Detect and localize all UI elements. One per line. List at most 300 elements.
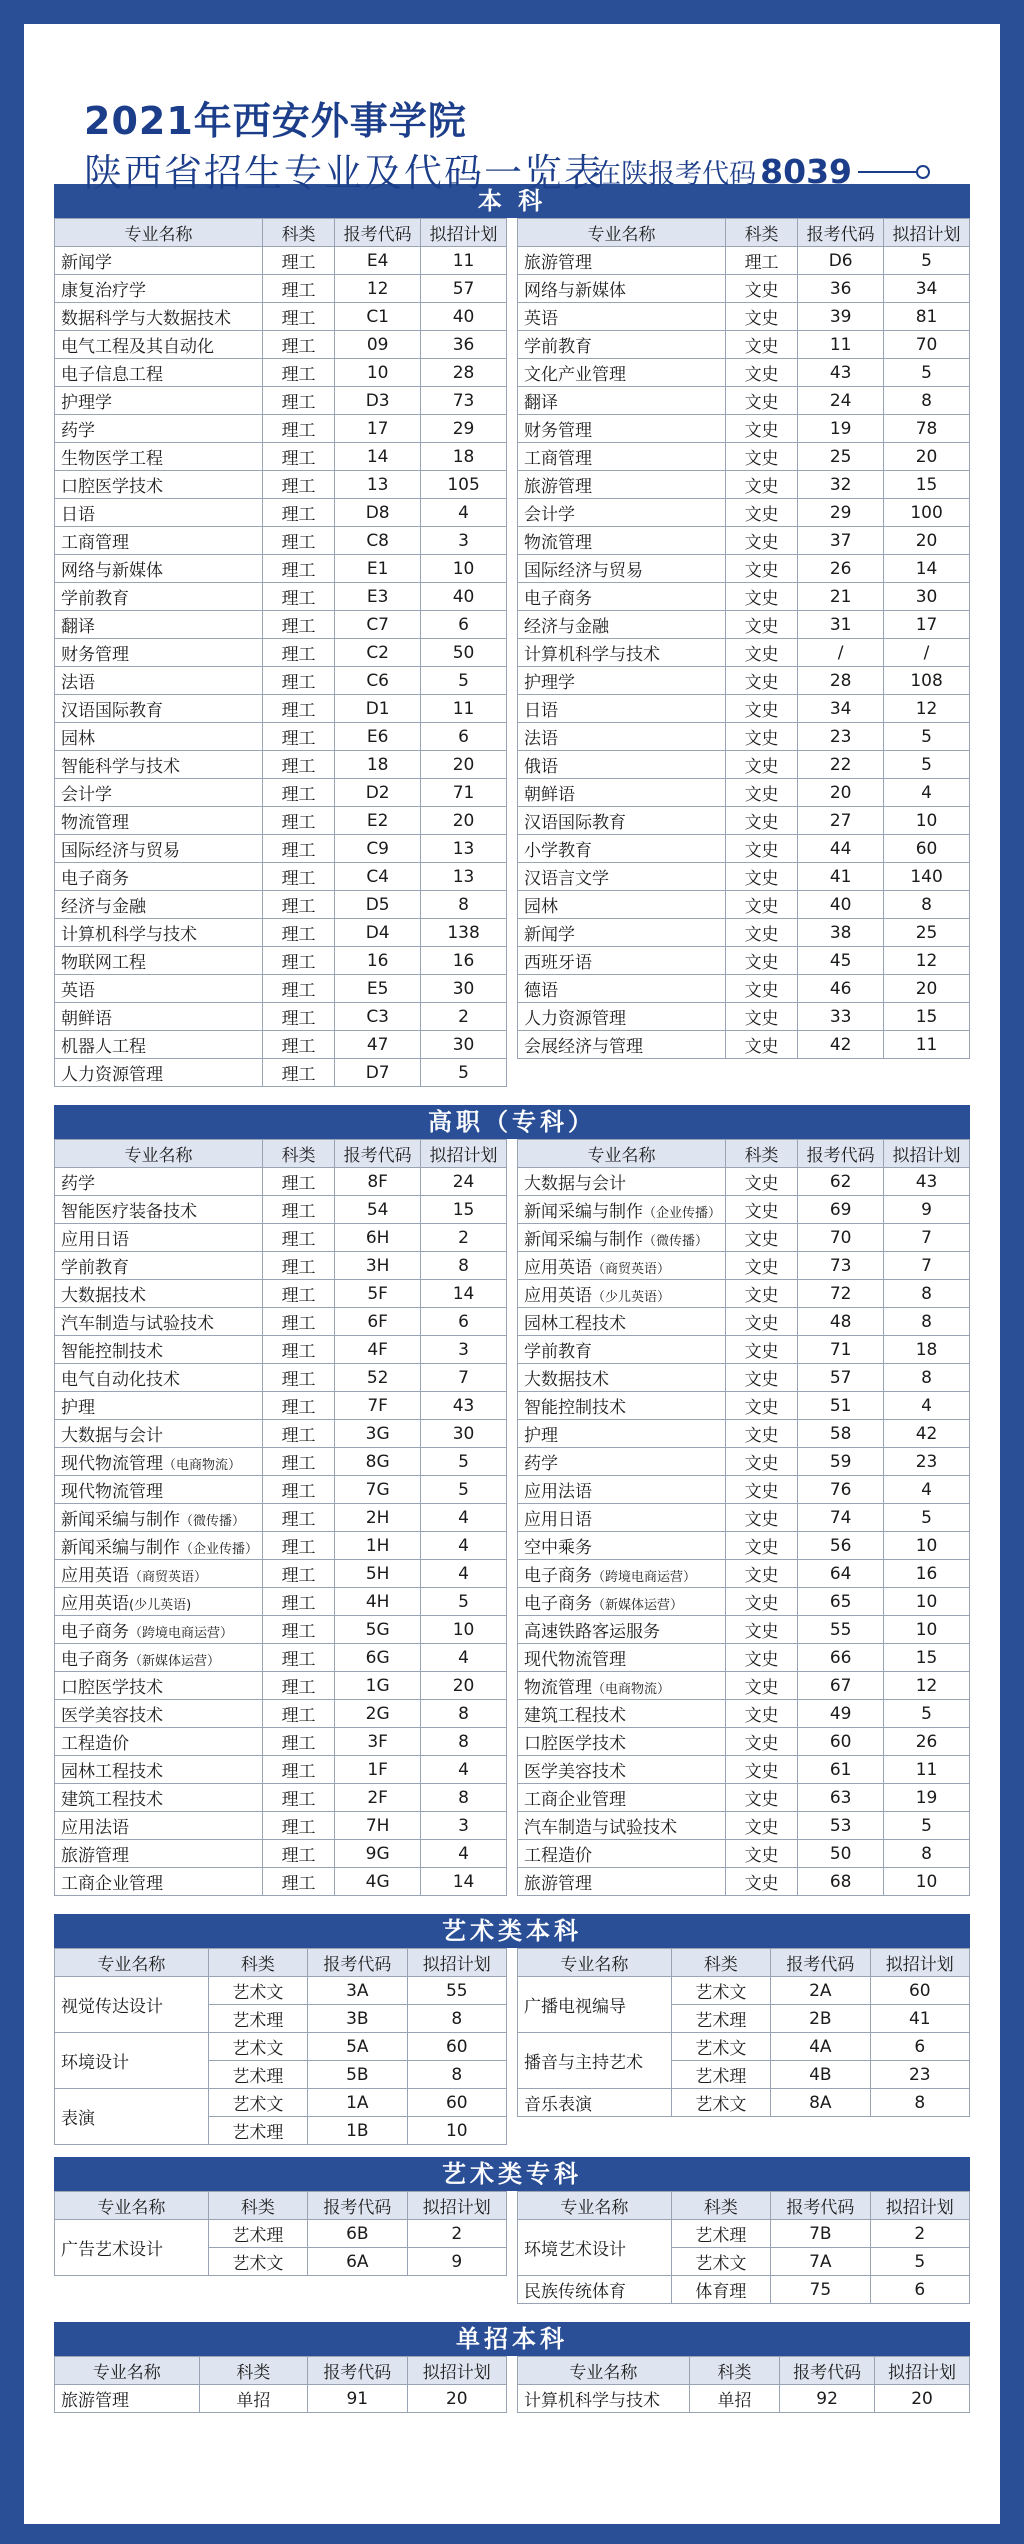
table-cell: 42 bbox=[798, 1031, 884, 1059]
major-name: 文化产业管理 bbox=[518, 359, 726, 387]
table-cell: 50 bbox=[421, 639, 507, 667]
table-cell: 理工 bbox=[262, 1196, 334, 1224]
table-cell: 29 bbox=[421, 415, 507, 443]
header-row bbox=[518, 2357, 970, 2385]
table-cell: C1 bbox=[335, 303, 421, 331]
table-row bbox=[518, 919, 970, 947]
table-cell: 理工 bbox=[262, 443, 334, 471]
table-row bbox=[55, 667, 507, 695]
table-cell: 理工 bbox=[262, 1031, 334, 1059]
table-cell: 60 bbox=[407, 2089, 506, 2117]
table-cell: 71 bbox=[421, 779, 507, 807]
table-row bbox=[55, 947, 507, 975]
major-name: 会计学 bbox=[55, 779, 263, 807]
table-cell: 8 bbox=[421, 1728, 507, 1756]
table-cell: 6A bbox=[308, 2248, 407, 2276]
table-cell: 理工 bbox=[262, 807, 334, 835]
table-cell: 3H bbox=[335, 1252, 421, 1280]
table-cell: 8 bbox=[884, 1308, 970, 1336]
table-cell: 8 bbox=[407, 2061, 506, 2089]
table-cell: 理工 bbox=[262, 527, 334, 555]
table-cell: 15 bbox=[884, 471, 970, 499]
major-name-text: 药学 bbox=[524, 1454, 558, 1474]
major-name-text: 现代物流管理 bbox=[524, 1650, 626, 1670]
circle-icon bbox=[916, 165, 930, 179]
table-cell: 艺术理 bbox=[208, 2117, 307, 2145]
table-row bbox=[518, 1700, 970, 1728]
table-cell: 3G bbox=[335, 1420, 421, 1448]
table-cell: 艺术文 bbox=[671, 2089, 770, 2117]
table-cell: 理工 bbox=[262, 1420, 334, 1448]
table-row bbox=[55, 415, 507, 443]
major-name bbox=[518, 1504, 726, 1532]
table-cell: 8 bbox=[421, 891, 507, 919]
header-row bbox=[518, 219, 970, 247]
major-name bbox=[518, 1364, 726, 1392]
table-row bbox=[55, 639, 507, 667]
table-cell: 理工 bbox=[262, 1616, 334, 1644]
major-name: 汉语言文学 bbox=[518, 863, 726, 891]
header-row bbox=[518, 1949, 970, 1977]
major-name-text: 学前教育 bbox=[61, 1258, 129, 1278]
table-row bbox=[518, 471, 970, 499]
table-cell: 30 bbox=[421, 1031, 507, 1059]
table-cell: 理工 bbox=[262, 1756, 334, 1784]
table-cell: 40 bbox=[421, 303, 507, 331]
column-header: 报考代码 bbox=[335, 219, 421, 247]
major-name-text: 应用法语 bbox=[524, 1482, 592, 1502]
header-row bbox=[55, 2357, 507, 2385]
yishu_zhuan-left-table bbox=[54, 2191, 507, 2276]
table-cell: 11 bbox=[421, 695, 507, 723]
major-name bbox=[518, 1756, 726, 1784]
major-name bbox=[55, 1280, 263, 1308]
major-name: 物联网工程 bbox=[55, 947, 263, 975]
table-cell: 艺术文 bbox=[208, 2033, 307, 2061]
column-header: 科类 bbox=[725, 219, 797, 247]
table-cell: 47 bbox=[335, 1031, 421, 1059]
table-cell: 15 bbox=[884, 1644, 970, 1672]
table-cell: 20 bbox=[884, 975, 970, 1003]
table-row bbox=[55, 2033, 507, 2061]
major-direction: （跨境电商运营） bbox=[592, 1570, 697, 1585]
table-cell: 20 bbox=[421, 1672, 507, 1700]
major-name: 朝鲜语 bbox=[518, 779, 726, 807]
major-name bbox=[55, 1532, 263, 1560]
table-cell: 文史 bbox=[725, 1504, 797, 1532]
column-header: 拟招计划 bbox=[421, 1140, 507, 1168]
table-cell: 11 bbox=[884, 1756, 970, 1784]
table-cell: 51 bbox=[798, 1392, 884, 1420]
table-row bbox=[55, 1784, 507, 1812]
table-cell: 6 bbox=[421, 1308, 507, 1336]
table-cell: 12 bbox=[335, 275, 421, 303]
table-row bbox=[55, 1840, 507, 1868]
table-cell: 61 bbox=[798, 1756, 884, 1784]
major-name bbox=[55, 1644, 263, 1672]
table-cell: 23 bbox=[884, 1448, 970, 1476]
table-cell: 文史 bbox=[725, 415, 797, 443]
table-cell: 66 bbox=[798, 1644, 884, 1672]
table-row bbox=[518, 247, 970, 275]
table-cell: 50 bbox=[798, 1840, 884, 1868]
table-cell: 15 bbox=[421, 1196, 507, 1224]
gaozhi-tables bbox=[54, 1139, 970, 1896]
table-cell: 41 bbox=[870, 2005, 969, 2033]
column-header: 科类 bbox=[262, 219, 334, 247]
table-header bbox=[55, 1140, 507, 1168]
table-cell: 20 bbox=[875, 2385, 970, 2413]
table-cell: 13 bbox=[335, 471, 421, 499]
table-cell: 文史 bbox=[725, 583, 797, 611]
table-cell: 5 bbox=[421, 1448, 507, 1476]
major-name bbox=[518, 1280, 726, 1308]
table-row bbox=[55, 359, 507, 387]
table-row bbox=[55, 1700, 507, 1728]
table-cell: 文史 bbox=[725, 1784, 797, 1812]
table-cell: 4 bbox=[884, 779, 970, 807]
table-cell: 20 bbox=[798, 779, 884, 807]
major-name: 民族传统体育 bbox=[518, 2276, 672, 2304]
table-cell: 20 bbox=[421, 751, 507, 779]
table-cell: 14 bbox=[421, 1868, 507, 1896]
major-name bbox=[518, 1784, 726, 1812]
major-direction: （企业传播） bbox=[643, 1206, 722, 1221]
table-cell: 8 bbox=[421, 1700, 507, 1728]
table-cell: 55 bbox=[407, 1977, 506, 2005]
table-cell: 30 bbox=[421, 1420, 507, 1448]
table-cell: 5 bbox=[421, 667, 507, 695]
table-row bbox=[55, 1059, 507, 1087]
table-row bbox=[55, 1392, 507, 1420]
table-cell: 43 bbox=[884, 1168, 970, 1196]
major-name bbox=[55, 1168, 263, 1196]
header-row bbox=[518, 2192, 970, 2220]
table-row bbox=[518, 583, 970, 611]
table-cell: 理工 bbox=[262, 1168, 334, 1196]
table-cell: 5 bbox=[884, 751, 970, 779]
table-cell: 10 bbox=[884, 1588, 970, 1616]
table-row bbox=[518, 2276, 970, 2304]
table-cell: 理工 bbox=[262, 1476, 334, 1504]
table-cell: 文史 bbox=[725, 303, 797, 331]
table-cell: 8 bbox=[884, 1364, 970, 1392]
table-row bbox=[518, 1448, 970, 1476]
major-name bbox=[518, 1840, 726, 1868]
table-cell: 艺术理 bbox=[208, 2220, 307, 2248]
table-row bbox=[518, 443, 970, 471]
table-cell: 艺术文 bbox=[671, 1977, 770, 2005]
major-name-text: 现代物流管理 bbox=[61, 1482, 163, 1502]
table-row bbox=[55, 1031, 507, 1059]
table-cell: 19 bbox=[884, 1784, 970, 1812]
table-cell: 15 bbox=[884, 1003, 970, 1031]
table-row bbox=[55, 1196, 507, 1224]
section-title-yishu-zhuan: 艺术类专科 bbox=[54, 2157, 970, 2191]
table-cell: 20 bbox=[884, 527, 970, 555]
table-row bbox=[518, 1560, 970, 1588]
major-name bbox=[55, 1812, 263, 1840]
table-row bbox=[518, 1672, 970, 1700]
table-cell: 4 bbox=[421, 1756, 507, 1784]
table-row bbox=[55, 695, 507, 723]
table-cell: 理工 bbox=[262, 1224, 334, 1252]
major-name-text: 旅游管理 bbox=[524, 1874, 592, 1894]
table-cell: 31 bbox=[798, 611, 884, 639]
yishu_zhuan-left bbox=[54, 2191, 507, 2304]
major-name: 小学教育 bbox=[518, 835, 726, 863]
major-name-text: 护理 bbox=[61, 1398, 95, 1418]
table-row bbox=[518, 527, 970, 555]
major-name bbox=[55, 1560, 263, 1588]
table-cell: 8 bbox=[884, 1280, 970, 1308]
table-cell: 76 bbox=[798, 1476, 884, 1504]
table-cell: 艺术理 bbox=[671, 2005, 770, 2033]
major-name: 视觉传达设计 bbox=[55, 1977, 209, 2033]
table-cell: 理工 bbox=[262, 723, 334, 751]
header bbox=[54, 24, 970, 195]
table-cell: 5F bbox=[335, 1280, 421, 1308]
major-name: 药学 bbox=[55, 415, 263, 443]
table-cell: 文史 bbox=[725, 1840, 797, 1868]
table-cell: 37 bbox=[798, 527, 884, 555]
table-cell: 92 bbox=[780, 2385, 875, 2413]
table-cell: 文史 bbox=[725, 891, 797, 919]
table-cell: 理工 bbox=[262, 331, 334, 359]
table-cell: 理工 bbox=[262, 415, 334, 443]
table-row bbox=[518, 1840, 970, 1868]
table-cell: 理工 bbox=[262, 499, 334, 527]
major-name-text: 医学美容技术 bbox=[524, 1762, 626, 1782]
major-name-text: 口腔医学技术 bbox=[524, 1734, 626, 1754]
yishu-zhuan-tables bbox=[54, 2191, 970, 2304]
column-header: 科类 bbox=[671, 2192, 770, 2220]
table-cell: 4 bbox=[421, 499, 507, 527]
table-cell: 55 bbox=[798, 1616, 884, 1644]
table-cell: 12 bbox=[884, 695, 970, 723]
table-cell: 文史 bbox=[725, 1560, 797, 1588]
major-name: 计算机科学与技术 bbox=[518, 639, 726, 667]
table-header bbox=[55, 2357, 507, 2385]
table-cell: 理工 bbox=[262, 1252, 334, 1280]
major-direction: (少儿英语) bbox=[129, 1598, 192, 1613]
section-title-benke: 本 科 bbox=[54, 184, 970, 218]
table-cell: 文史 bbox=[725, 1031, 797, 1059]
major-name-text: 口腔医学技术 bbox=[61, 1678, 163, 1698]
table-cell: 8 bbox=[870, 2089, 969, 2117]
table-row bbox=[518, 1196, 970, 1224]
table-cell: 18 bbox=[884, 1336, 970, 1364]
table-cell: 5G bbox=[335, 1616, 421, 1644]
table-cell: 10 bbox=[335, 359, 421, 387]
column-header: 专业名称 bbox=[55, 1140, 263, 1168]
major-name: 财务管理 bbox=[518, 415, 726, 443]
table-row bbox=[55, 1336, 507, 1364]
table-cell: 17 bbox=[884, 611, 970, 639]
table-header bbox=[518, 1140, 970, 1168]
major-name: 经济与金融 bbox=[518, 611, 726, 639]
table-cell: 21 bbox=[798, 583, 884, 611]
section-title-gaozhi: 高职（专科） bbox=[54, 1105, 970, 1139]
table-row bbox=[518, 303, 970, 331]
table-header bbox=[518, 2192, 970, 2220]
table-cell: 文史 bbox=[725, 919, 797, 947]
table-row bbox=[518, 695, 970, 723]
major-name bbox=[518, 1532, 726, 1560]
major-name bbox=[55, 1504, 263, 1532]
major-name bbox=[55, 1420, 263, 1448]
column-header: 报考代码 bbox=[335, 1140, 421, 1168]
major-name-text: 旅游管理 bbox=[61, 1846, 129, 1866]
column-header: 报考代码 bbox=[798, 219, 884, 247]
table-cell: D6 bbox=[798, 247, 884, 275]
table-cell: 6B bbox=[308, 2220, 407, 2248]
table-row bbox=[518, 1977, 970, 2005]
table-cell: 7B bbox=[771, 2220, 870, 2248]
table-row bbox=[518, 1224, 970, 1252]
table-cell: 4H bbox=[335, 1588, 421, 1616]
table-cell: 57 bbox=[798, 1364, 884, 1392]
column-header: 拟招计划 bbox=[884, 219, 970, 247]
major-name: 环境艺术设计 bbox=[518, 2220, 672, 2276]
table-row bbox=[518, 723, 970, 751]
major-name: 日语 bbox=[55, 499, 263, 527]
table-cell: 100 bbox=[884, 499, 970, 527]
major-name bbox=[55, 1448, 263, 1476]
yishu_ben-right bbox=[517, 1948, 970, 2145]
table-cell: E6 bbox=[335, 723, 421, 751]
table-cell: 7 bbox=[421, 1364, 507, 1392]
column-header: 报考代码 bbox=[308, 2192, 407, 2220]
table-row bbox=[518, 611, 970, 639]
major-name bbox=[518, 1560, 726, 1588]
major-name-text: 大数据与会计 bbox=[61, 1426, 163, 1446]
table-cell: 43 bbox=[421, 1392, 507, 1420]
table-cell: 文史 bbox=[725, 1168, 797, 1196]
table-cell: 理工 bbox=[262, 1059, 334, 1087]
major-name: 电子信息工程 bbox=[55, 359, 263, 387]
table-cell: 138 bbox=[421, 919, 507, 947]
column-header: 报考代码 bbox=[780, 2357, 875, 2385]
major-name: 计算机科学与技术 bbox=[518, 2385, 690, 2413]
major-direction: （微传播） bbox=[180, 1514, 246, 1529]
table-cell: 理工 bbox=[262, 1560, 334, 1588]
major-name bbox=[518, 1588, 726, 1616]
column-header: 拟招计划 bbox=[870, 1949, 969, 1977]
header-row bbox=[55, 2192, 507, 2220]
table-cell: 文史 bbox=[725, 359, 797, 387]
major-name-text: 应用英语 bbox=[524, 1258, 592, 1278]
table-cell: 理工 bbox=[262, 1392, 334, 1420]
table-cell: 理工 bbox=[262, 835, 334, 863]
column-header: 拟招计划 bbox=[407, 2357, 506, 2385]
major-name bbox=[518, 1224, 726, 1252]
major-name-text: 应用英语 bbox=[61, 1566, 129, 1586]
table-cell: 12 bbox=[884, 1672, 970, 1700]
table-cell: 理工 bbox=[262, 555, 334, 583]
table-row bbox=[55, 555, 507, 583]
table-cell: 56 bbox=[798, 1532, 884, 1560]
column-header: 拟招计划 bbox=[421, 219, 507, 247]
table-cell: 2 bbox=[870, 2220, 969, 2248]
table-row bbox=[55, 835, 507, 863]
table-cell: 52 bbox=[335, 1364, 421, 1392]
major-name: 新闻学 bbox=[518, 919, 726, 947]
table-cell: C7 bbox=[335, 611, 421, 639]
table-cell: 文史 bbox=[725, 1700, 797, 1728]
major-name bbox=[55, 1392, 263, 1420]
table-cell: 39 bbox=[798, 303, 884, 331]
table-cell: 6 bbox=[421, 611, 507, 639]
table-cell: 理工 bbox=[262, 751, 334, 779]
table-cell: 7A bbox=[771, 2248, 870, 2276]
table-cell: 44 bbox=[798, 835, 884, 863]
major-name bbox=[55, 1364, 263, 1392]
major-name: 法语 bbox=[518, 723, 726, 751]
table-row bbox=[55, 527, 507, 555]
major-name: 园林 bbox=[55, 723, 263, 751]
table-cell: 文史 bbox=[725, 1280, 797, 1308]
column-header: 科类 bbox=[689, 2357, 779, 2385]
table-cell: 4 bbox=[884, 1476, 970, 1504]
table-cell: 62 bbox=[798, 1168, 884, 1196]
table-cell: 7 bbox=[884, 1224, 970, 1252]
table-cell: 45 bbox=[798, 947, 884, 975]
table-row bbox=[518, 2220, 970, 2248]
major-name: 环境设计 bbox=[55, 2033, 209, 2089]
table-cell: 理工 bbox=[262, 947, 334, 975]
major-name-text: 大数据与会计 bbox=[524, 1174, 626, 1194]
table-cell: 72 bbox=[798, 1280, 884, 1308]
table-cell: 理工 bbox=[262, 919, 334, 947]
table-row bbox=[518, 1616, 970, 1644]
table-cell: 4A bbox=[771, 2033, 870, 2061]
table-header bbox=[55, 219, 507, 247]
table-cell: 理工 bbox=[262, 1364, 334, 1392]
table-cell: 文史 bbox=[725, 527, 797, 555]
table-cell: 文史 bbox=[725, 975, 797, 1003]
table-cell: 理工 bbox=[262, 1308, 334, 1336]
table-row bbox=[518, 2385, 970, 2413]
major-name: 园林 bbox=[518, 891, 726, 919]
major-name-text: 电子商务 bbox=[524, 1594, 592, 1614]
major-name bbox=[518, 1392, 726, 1420]
major-name-text: 工程造价 bbox=[524, 1846, 592, 1866]
table-cell: 文史 bbox=[725, 807, 797, 835]
major-name: 计算机科学与技术 bbox=[55, 919, 263, 947]
major-name bbox=[518, 1196, 726, 1224]
table-cell: 文史 bbox=[725, 1392, 797, 1420]
danzhao-left bbox=[54, 2356, 507, 2413]
table-cell: 文史 bbox=[725, 1532, 797, 1560]
table-cell: 9G bbox=[335, 1840, 421, 1868]
table-cell: 09 bbox=[335, 331, 421, 359]
table-cell: D4 bbox=[335, 919, 421, 947]
table-cell: 文史 bbox=[725, 1588, 797, 1616]
table-cell: / bbox=[884, 639, 970, 667]
gaozhi-left bbox=[54, 1139, 507, 1896]
yishu_zhuan-right-table bbox=[517, 2191, 970, 2304]
table-cell: 6 bbox=[421, 723, 507, 751]
table-cell: 71 bbox=[798, 1336, 884, 1364]
table-cell: 理工 bbox=[262, 1280, 334, 1308]
table-row bbox=[55, 331, 507, 359]
major-name-text: 应用日语 bbox=[524, 1510, 592, 1530]
table-cell: 理工 bbox=[262, 303, 334, 331]
table-cell: 69 bbox=[798, 1196, 884, 1224]
table-cell: 19 bbox=[798, 415, 884, 443]
yishu_ben-right-table bbox=[517, 1948, 970, 2117]
